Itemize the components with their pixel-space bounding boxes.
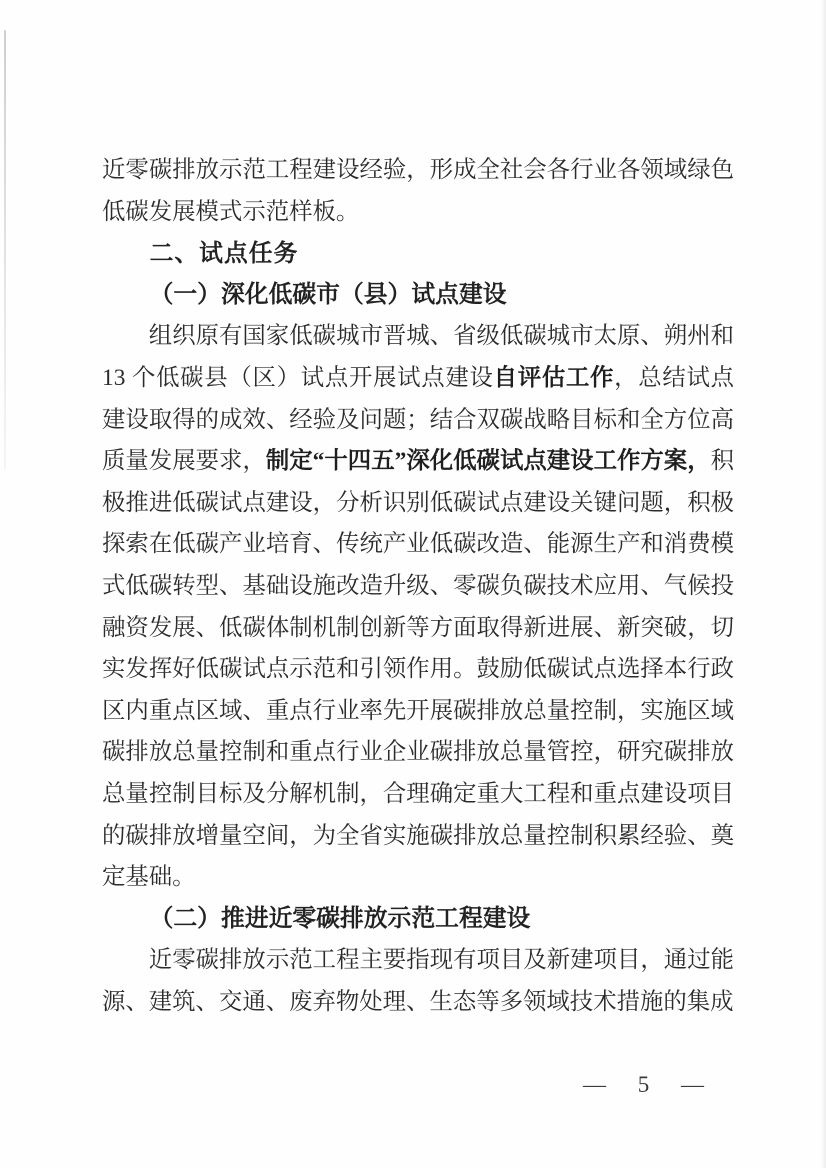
paragraph-segment: ，总结试点建设取得的成效、经验及问题；结合双碳战略目标和全方位高质量发展要求， bbox=[102, 364, 735, 475]
document-body bbox=[102, 150, 734, 1023]
subsection-1-heading: （一）深化低碳市（县）试点建设 bbox=[149, 281, 507, 308]
paragraph-segment: 组织原有国家低碳城市晋城、省级低碳城市太原、朔州和13 个低碳县（区）试点开展试点建设 bbox=[102, 323, 734, 391]
scan-edge-shadow-left bbox=[4, 30, 6, 470]
subsection-2-heading: （二）推进近零碳排放示范工程建设 bbox=[149, 905, 531, 932]
section-heading: 二、试点任务 bbox=[149, 239, 299, 268]
subsection-2-paragraph: 近零碳排放示范工程主要指现有项目及新建项目，通过能源、建筑、交通、废弃物处理、生态等多领域技术措施的集成 bbox=[102, 947, 734, 1015]
paragraph-segment: 积极推进低碳试点建设，分析识别低碳试点建设关键问题，积极探索在低碳产业培育、传统产业低碳改造、能源生产和消费模式低碳转型、基础设施改造升级、零碳负碳技术应用、气候投融资发展、低碳体制机制创新等方面取得新进展、新突破，切实发挥好低碳试点示范和引领作用。鼓励低碳试点选择本行政区内重点区域、重点行业率先开展碳排放总量控制，实施区域碳排放总量控制和重点行业企业碳排放总量管控，研究碳排放总量控制目标及分解机制，合理确定重大工程和重点建设项目的碳排放增量空间，为全省实施碳排放总量控制积累经验、奠定基础。 bbox=[102, 448, 735, 891]
subsection-1-paragraph bbox=[102, 316, 734, 898]
paragraph-bold-segment: 制定“十四五”深化低碳试点建设工作方案， bbox=[265, 448, 711, 475]
paragraph-continuation: 近零碳排放示范工程建设经验，形成全社会各行业各领域绿色低碳发展模式示范样板。 bbox=[102, 157, 734, 225]
paragraph-bold-segment: 自评估工作 bbox=[493, 364, 615, 391]
page-number: — 5 — bbox=[583, 1072, 714, 1097]
scan-edge-shadow-right bbox=[821, 0, 826, 1168]
